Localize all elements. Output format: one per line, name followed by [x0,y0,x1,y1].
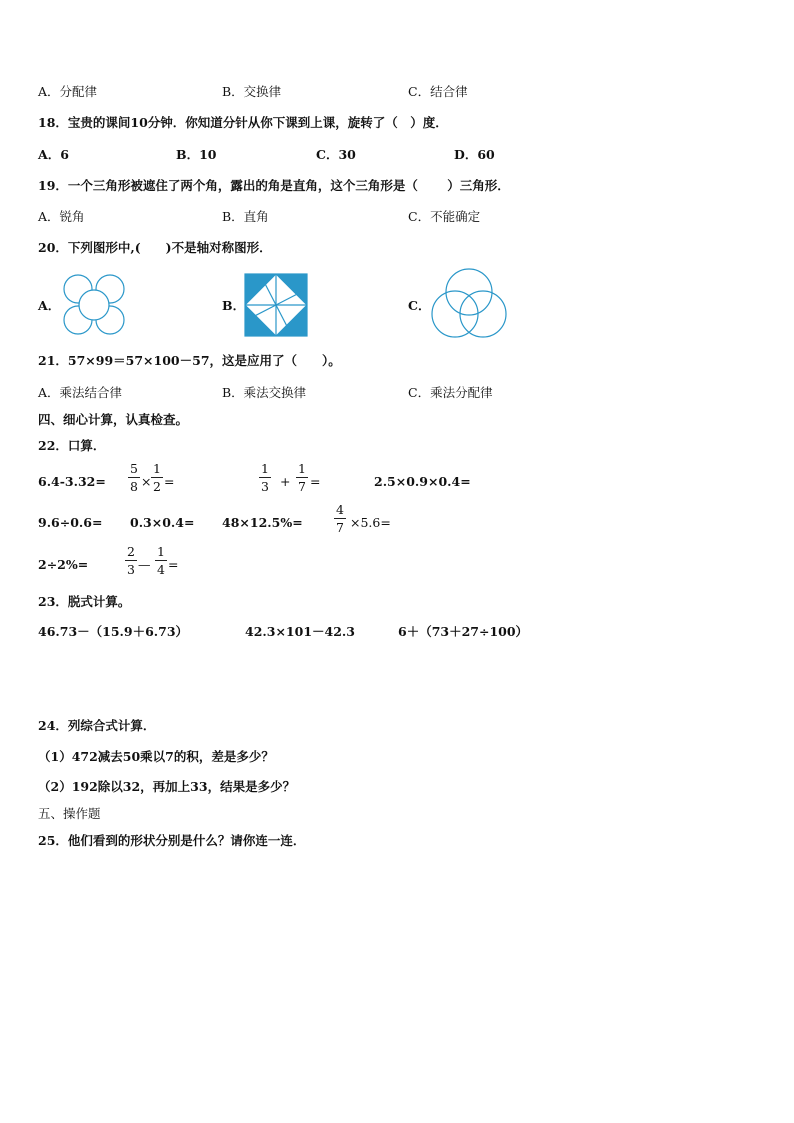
section-5-title: 五、操作题 [38,806,101,821]
fraction-bar [128,477,140,478]
q18-option-c: C．30 [316,147,356,162]
q23-expr-2: 42.3×101－42.3 [245,624,355,639]
q20-option-a: A． [38,298,61,313]
q22-expr-6: 0.3×0.4= [130,515,195,530]
q21-stem: 21．57×99＝57×100－57，这是应用了（ ）。 [38,353,341,368]
q21-option-a: A．乘法结合律 [38,385,123,400]
q22-expr-3-frac-2 [296,462,308,494]
fraction-bar [334,518,346,519]
q19-stem: 19．一个三角形被遮住了两个角，露出的角是直角，这个三角形是（ ）三角形． [38,178,510,193]
q23-stem: 23．脱式计算。 [38,594,131,609]
trefoil-figure [430,266,508,340]
q18-stem: 18．宝贵的课间10分钟．你知道分针从你下课到上课，旋转了（ ）度． [38,115,448,130]
q22-expr-8-frac [334,503,346,535]
q22-expr-1: 6.4-3.32= [38,474,106,489]
denominator: 4 [157,562,165,577]
flower-figure [58,270,130,340]
q22-expr-4: 2.5×0.9×0.4= [374,474,471,489]
pinwheel-figure [244,273,308,337]
numerator: 1 [153,461,161,476]
q18-option-b: B．10 [176,147,217,162]
q24-part-1: （1）472减去50乘以7的积，差是多少？ [38,749,274,764]
q19-option-b: B．直角 [222,209,269,224]
q19-option-a: A．锐角 [38,209,85,224]
q24-part-2: （2）192除以32，再加上33，结果是多少？ [38,779,296,794]
numerator: 1 [261,461,269,476]
q22-expr-2-frac-1 [128,462,140,494]
q22-expr-3-op: + [280,474,291,489]
numerator: 5 [130,461,138,476]
q22-expr-3-eq: = [310,474,321,489]
denominator: 8 [130,479,138,494]
q20-option-c: C． [408,298,431,313]
q21-option-c: C．乘法分配律 [408,385,493,400]
q25-stem: 25．他们看到的形状分别是什么？请你连一连． [38,833,306,848]
fraction-bar [296,477,308,478]
q22-stem: 22．口算． [38,438,106,453]
q20-stem: 20．下列图形中,( )不是轴对称图形． [38,240,272,255]
denominator: 7 [298,479,306,494]
q22-expr-10-eq: = [168,557,179,572]
q23-expr-3: 6＋（73＋27÷100） [398,624,529,639]
q20-option-b: B． [222,298,246,313]
numerator: 1 [298,461,306,476]
fraction-bar [151,477,163,478]
q17-option-b: B．交换律 [222,84,282,99]
q18-option-d: D．60 [454,147,495,162]
q22-expr-10-frac-1 [125,545,137,577]
numerator: 2 [127,544,135,559]
denominator: 2 [153,479,161,494]
q24-stem: 24．列综合式计算． [38,718,156,733]
q22-expr-10-frac-2 [155,545,167,577]
q22-expr-10-op: — [138,557,151,572]
q22-expr-7: 48×12.5%= [222,515,303,530]
q18-option-a: A．6 [38,147,69,162]
denominator: 3 [127,562,135,577]
q17-option-c: C．结合律 [408,84,468,99]
q22-expr-2-op: × [141,474,152,489]
fraction-bar [125,560,137,561]
numerator: 1 [157,544,165,559]
fraction-bar [155,560,167,561]
denominator: 3 [261,479,269,494]
q22-expr-2-frac-2 [151,462,163,494]
q17-option-a: A．分配律 [38,84,98,99]
q23-expr-1: 46.73－（15.9＋6.73） [38,624,189,639]
fraction-bar [259,477,271,478]
q22-expr-2-eq: = [164,474,175,489]
numerator: 4 [336,502,344,517]
q22-expr-9: 2÷2%= [38,557,89,572]
denominator: 7 [336,520,344,535]
q22-expr-8-rest: ×5.6= [350,515,391,530]
section-4-title: 四、细心计算，认真检查。 [38,412,189,427]
q22-expr-5: 9.6÷0.6= [38,515,103,530]
q22-expr-3-frac-1 [259,462,271,494]
q21-option-b: B．乘法交换律 [222,385,307,400]
q19-option-c: C．不能确定 [408,209,481,224]
